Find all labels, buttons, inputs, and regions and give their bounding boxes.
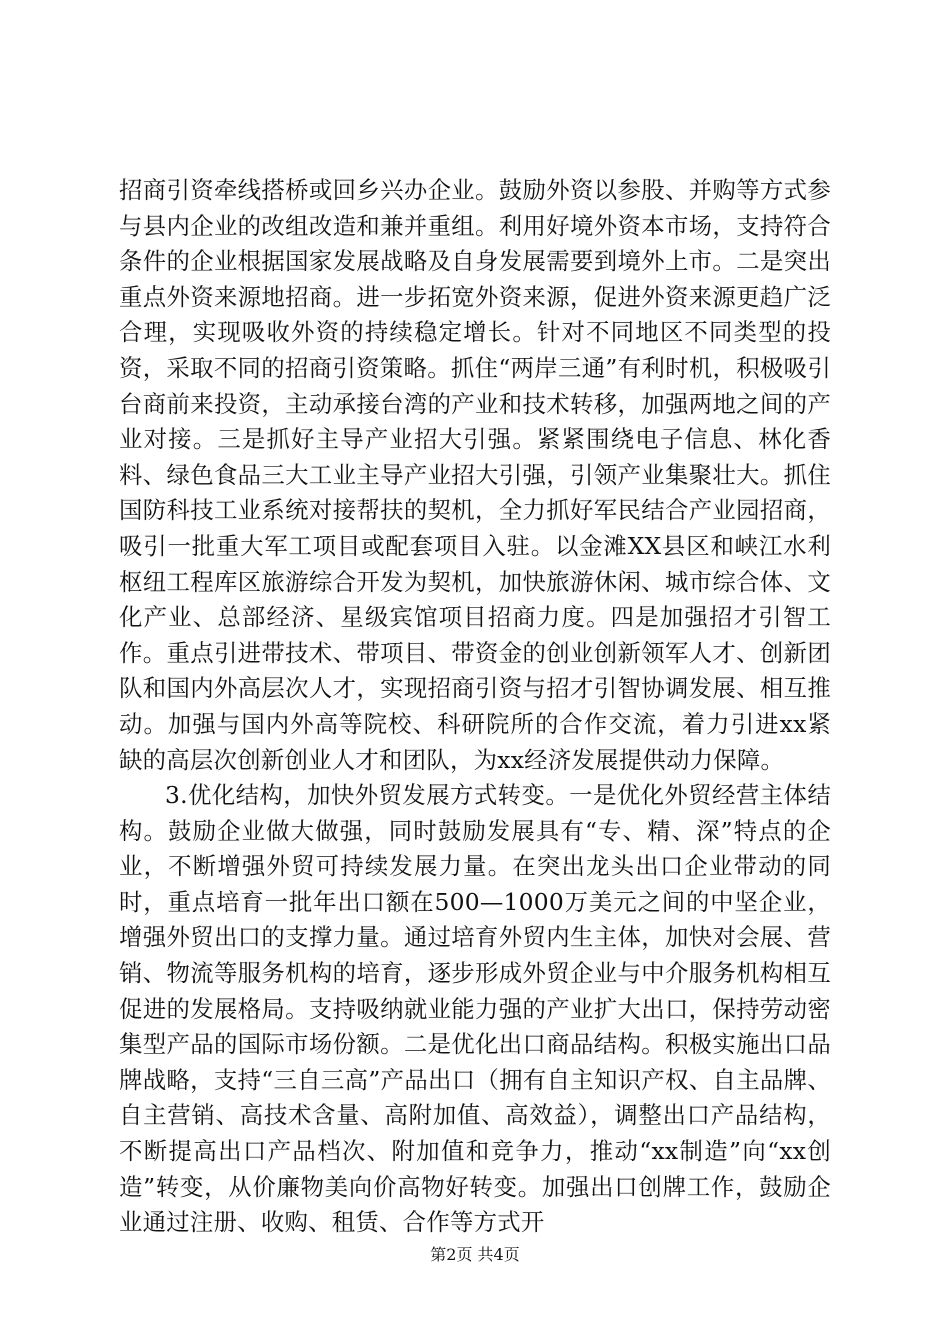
document-body [119, 173, 831, 1241]
paragraph-investment: 招商引资牵线搭桥或回乡兴办企业。鼓励外资以参股、并购等方式参与县内企业的改组改造和兼并重组。利用好境外资本市场，支持符合条件的企业根据国家发展战略及自身发展需要到境外上市。二是突出重点外资来源地招商。进一步拓宽外资来源，促进外资来源更趋广泛合理，实现吸收外资的持续稳定增长。针对不同地区不同类型的投资，采取不同的招商引资策略。抓住“两岸三通”有利时机，积极吸引台商前来投资，主动承接台湾的产业和技术转移，加强两地之间的产业对接。三是抓好主导产业招大引强。紧紧围绕电子信息、林化香料、绿色食品三大工业主导产业招大引强，引领产业集聚壮大。抓住国防科技工业系统对接帮扶的契机，全力抓好军民结合产业园招商，吸引一批重大军工项目或配套项目入驻。以金滩XX县区和峡江水利枢纽工程库区旅游综合开发为契机，加快旅游休闲、城市综合体、文化产业、总部经济、星级宾馆项目招商力度。四是加强招才引智工作。重点引进带技术、带项目、带资金的创业创新领军人才、创新团队和国内外高层次人才，实现招商引资与招才引智协调发展、相互推动。加强与国内外高等院校、科研院所的合作交流，着力引进xx紧缺的高层次创新创业人才和团队，为xx经济发展提供动力保障。 [119, 176, 831, 774]
page-number-footer: 第2页 共4页 [430, 1245, 520, 1264]
paragraph-foreign-trade: 3.优化结构，加快外贸发展方式转变。一是优化外贸经营主体结构。鼓励企业做大做强，同时鼓励发展具有“专、精、深”特点的企业，不断增强外贸可持续发展力量。在突出龙头出口企业带动的同时，重点培育一批年出口额在500—1000万美元之间的中坚企业，增强外贸出口的支撑力量。通过培育外贸内生主体，加快对会展、营销、物流等服务机构的培育，逐步形成外贸企业与中介服务机构相互促进的发展格局。支持吸纳就业能力强的产业扩大出口，保持劳动密集型产品的国际市场份额。二是优化出口商品结构。积极实施出口品牌战略，支持“三自三高”产品出口（拥有自主知识产权、自主品牌、自主营销、高技术含量、高附加值、高效益），调整出口产品结构，不断提高出口产品档次、附加值和竞争力，推动“xx制造”向“xx创造”转变，从价廉物美向价高物好转变。加强出口创牌工作，鼓励企业通过注册、收购、租赁、合作等方式开 [119, 781, 831, 1237]
